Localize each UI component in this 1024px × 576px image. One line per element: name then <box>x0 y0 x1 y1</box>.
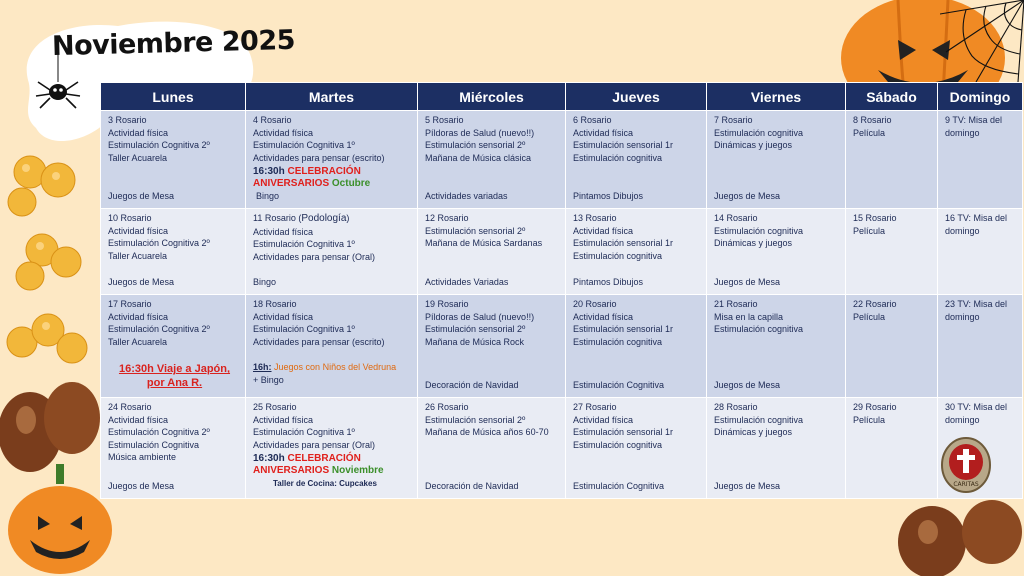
day-line: Estimulación Cognitiva <box>108 439 200 450</box>
day-line: Actividades para pensar (Oral) <box>253 251 376 262</box>
day-line: Estimulación sensorial 1r <box>573 238 674 249</box>
day-line: Estimulación sensorial 2º <box>425 414 526 425</box>
day-line: Estimulación cognitiva <box>573 152 663 163</box>
day-line: 12 Rosario <box>425 213 469 223</box>
day-line: domingo <box>945 311 980 322</box>
day-line: 24 Rosario <box>108 402 152 412</box>
day-line: Mañana de Música clásica <box>425 152 532 163</box>
day-line: domingo <box>945 225 980 236</box>
day-afternoon: Juegos de Mesa <box>108 191 175 202</box>
week-row <box>101 209 1023 295</box>
day-line: Actividad física <box>573 311 634 322</box>
day-cell-12 <box>418 209 566 295</box>
day-line: Actividad física <box>573 414 634 425</box>
day-line: Misa en la capilla <box>714 311 784 322</box>
day-cell-21 <box>707 295 846 398</box>
event-taller-cocina: Taller de Cocina: Cupcakes <box>273 479 377 489</box>
day-line: Dinámicas y juegos <box>714 140 793 151</box>
day-cell-11 <box>246 209 418 295</box>
event-month: Octubre <box>331 178 371 190</box>
day-line: Estimulación Cognitiva 1º <box>253 427 355 438</box>
day-line: Taller Acuarela <box>108 250 168 261</box>
day-cell-10 <box>101 209 246 295</box>
day-line: Película <box>853 127 886 138</box>
day-afternoon: Juegos de Mesa <box>714 481 781 492</box>
day-line: Estimulación cognitiva <box>714 414 804 425</box>
event-name: CELEBRACIÓN <box>287 166 361 178</box>
day-afternoon: Estimulación Cognitiva <box>573 380 665 391</box>
paren-close: ) <box>346 213 350 223</box>
event-line: por Ana R. <box>146 377 203 390</box>
day-cell-19 <box>418 295 566 398</box>
day-line: 3 Rosario <box>108 115 147 125</box>
day-line: Mañana de Música Sardanas <box>425 238 543 249</box>
day-cell-16 <box>938 209 1023 295</box>
day-line: domingo <box>945 414 980 425</box>
day-afternoon: Juegos de Mesa <box>108 277 175 288</box>
day-afternoon: Decoración de Navidad <box>425 481 519 492</box>
page-title: Noviembre 2025 <box>51 24 296 63</box>
day-line: 23 TV: Misa del <box>945 299 1008 309</box>
day-cell-27 <box>566 398 707 499</box>
event-time: 16:30h <box>253 453 285 465</box>
day-line: 16 TV: Misa del <box>945 213 1008 223</box>
day-line: Bingo <box>256 191 280 202</box>
day-line: Estimulación Cognitiva 2º <box>108 324 210 335</box>
event-name: CELEBRACIÓN <box>287 453 361 465</box>
event-juegos-vedruna <box>253 361 417 374</box>
event-name: ANIVERSARIOS <box>253 178 330 190</box>
day-cell-4 <box>246 111 418 209</box>
caritas-logo-text: CARITAS <box>953 481 979 488</box>
calendar-header-row <box>101 83 1023 111</box>
day-line: 19 Rosario <box>425 299 469 309</box>
event-celebration <box>253 453 417 477</box>
day-line: 7 Rosario <box>714 115 753 125</box>
day-afternoon: Actividades variadas <box>425 191 508 202</box>
day-cell-8 <box>846 111 938 209</box>
pumpkin-bottom-icon <box>6 464 114 576</box>
day-line: Estimulación Cognitiva 2º <box>108 427 210 438</box>
day-line: 18 Rosario <box>253 299 297 309</box>
event-line: 16:30h Viaje a Japón, <box>118 363 231 376</box>
day-cell-14 <box>707 209 846 295</box>
day-line: 27 Rosario <box>573 402 617 412</box>
day-line: Píldoras de Salud (nuevo!!) <box>425 127 535 138</box>
day-cell-5 <box>418 111 566 209</box>
day-line: Actividad física <box>573 127 634 138</box>
day-line: 26 Rosario <box>425 402 469 412</box>
day-line: Estimulación sensorial 2º <box>425 324 526 335</box>
day-afternoon: Juegos de Mesa <box>108 481 175 492</box>
day-cell-6 <box>566 111 707 209</box>
day-cell-20 <box>566 295 707 398</box>
podologia-label: Podología <box>301 213 347 224</box>
event-name: ANIVERSARIOS <box>253 465 330 477</box>
spiderweb-icon <box>940 0 1024 82</box>
day-line: Mañana de Música Rock <box>425 336 525 347</box>
day-cell-29 <box>846 398 938 499</box>
day-cell-26 <box>418 398 566 499</box>
day-line: Estimulación cognitiva <box>573 250 663 261</box>
day-cell-23 <box>938 295 1023 398</box>
day-line: + Bingo <box>253 374 284 385</box>
day-line: Actividad física <box>253 414 314 425</box>
day-afternoon: Estimulación Cognitiva <box>573 481 665 492</box>
day-line: Actividades para pensar (escrito) <box>253 152 385 163</box>
day-line: Estimulación sensorial 1r <box>573 427 674 438</box>
day-line: 21 Rosario <box>714 299 758 309</box>
day-line: Taller Acuarela <box>108 336 168 347</box>
day-cell-22 <box>846 295 938 398</box>
day-line: Taller Acuarela <box>108 152 168 163</box>
day-afternoon: Actividades Variadas <box>425 277 509 288</box>
day-line: Actividades para pensar (escrito) <box>253 336 385 347</box>
day-cell-9 <box>938 111 1023 209</box>
day-line: Estimulación sensorial 1r <box>573 324 674 335</box>
day-line: 25 Rosario <box>253 402 297 412</box>
day-line: Estimulación cognitiva <box>714 324 804 335</box>
day-cell-17 <box>101 295 246 398</box>
day-cell-25 <box>246 398 418 499</box>
day-line: Estimulación cognitiva <box>573 439 663 450</box>
week-row <box>101 111 1023 209</box>
panellets-icon <box>0 150 100 390</box>
header-domingo: Domingo <box>938 83 1023 111</box>
day-afternoon: Pintamos Dibujos <box>573 277 644 288</box>
header-viernes: Viernes <box>707 83 846 111</box>
day-line: 29 Rosario <box>853 402 897 412</box>
day-cell-24 <box>101 398 246 499</box>
day-line: Actividad física <box>108 414 169 425</box>
calendar-table <box>100 82 1023 499</box>
day-cell-13 <box>566 209 707 295</box>
day-line: Actividad física <box>253 127 314 138</box>
day-line: 8 Rosario <box>853 115 892 125</box>
day-line: 15 Rosario <box>853 213 897 223</box>
day-line: Actividades para pensar (Oral) <box>253 439 376 450</box>
day-line: 28 Rosario <box>714 402 758 412</box>
day-line: 4 Rosario <box>253 115 292 125</box>
day-line: Estimulación Cognitiva 1º <box>253 239 355 250</box>
day-line: 5 Rosario <box>425 115 464 125</box>
header-jueves: Jueves <box>566 83 707 111</box>
day-line: Dinámicas y juegos <box>714 427 793 438</box>
day-line: Píldoras de Salud (nuevo!!) <box>425 311 535 322</box>
day-line: 20 Rosario <box>573 299 617 309</box>
header-miercoles: Miércoles <box>418 83 566 111</box>
day-line: domingo <box>945 127 980 138</box>
day-cell-18 <box>246 295 418 398</box>
day-line: 17 Rosario <box>108 299 152 309</box>
day-line: Estimulación sensorial 1r <box>573 140 674 151</box>
day-line: Actividad física <box>108 127 169 138</box>
day-line: Actividad física <box>108 225 169 236</box>
day-line: 13 Rosario <box>573 213 617 223</box>
day-afternoon: Juegos de Mesa <box>714 380 781 391</box>
day-line: 10 Rosario <box>108 213 152 223</box>
day-line: Actividad física <box>108 311 169 322</box>
event-time: 16:30h <box>253 166 285 178</box>
day-line: Estimulación sensorial 2º <box>425 140 526 151</box>
day-line: 30 TV: Misa del <box>945 402 1008 412</box>
day-afternoon: Pintamos Dibujos <box>573 191 644 202</box>
week-row <box>101 295 1023 398</box>
day-line: Estimulación Cognitiva 1º <box>253 140 355 151</box>
day-cell-3 <box>101 111 246 209</box>
day-line: Estimulación cognitiva <box>714 225 804 236</box>
day-afternoon: Bingo <box>253 277 277 288</box>
day-line: Música ambiente <box>108 452 177 463</box>
event-text: Juegos con Niños del Vedruna <box>274 362 397 373</box>
day-cell-7 <box>707 111 846 209</box>
day-line: Actividad física <box>253 311 314 322</box>
day-line: Película <box>853 414 886 425</box>
day-line: 9 TV: Misa del <box>945 115 1003 125</box>
event-time: 16h: <box>253 362 272 373</box>
day-line: 6 Rosario <box>573 115 612 125</box>
day-line: Película <box>853 225 886 236</box>
day-number: 11 Rosario ( <box>253 213 302 223</box>
day-cell-28 <box>707 398 846 499</box>
day-cell-15 <box>846 209 938 295</box>
day-line <box>253 212 417 226</box>
header-sabado: Sábado <box>846 83 938 111</box>
day-line: 14 Rosario <box>714 213 758 223</box>
day-line: 22 Rosario <box>853 299 897 309</box>
header-lunes: Lunes <box>101 83 246 111</box>
event-month: Noviembre <box>331 465 384 477</box>
day-line: Estimulación Cognitiva 2º <box>108 140 210 151</box>
event-celebration <box>253 166 417 190</box>
day-line: Actividad física <box>573 225 634 236</box>
day-afternoon: Juegos de Mesa <box>714 277 781 288</box>
day-line: Actividad física <box>253 226 314 237</box>
header-martes: Martes <box>246 83 418 111</box>
event-viaje-japon <box>108 362 241 390</box>
day-line: Estimulación cognitiva <box>573 336 663 347</box>
day-afternoon: Juegos de Mesa <box>714 191 781 202</box>
day-line: Estimulación Cognitiva 1º <box>253 324 355 335</box>
day-line: Película <box>853 311 886 322</box>
caritas-logo <box>940 436 992 494</box>
day-line: Estimulación Cognitiva 2º <box>108 238 210 249</box>
day-line: Estimulación sensorial 2º <box>425 225 526 236</box>
day-afternoon: Decoración de Navidad <box>425 380 519 391</box>
day-line: Dinámicas y juegos <box>714 238 793 249</box>
day-line: Estimulación cognitiva <box>714 127 804 138</box>
week-row <box>101 398 1023 499</box>
day-line: Mañana de Música años 60-70 <box>425 427 549 438</box>
chestnuts-right-icon <box>892 498 1024 576</box>
